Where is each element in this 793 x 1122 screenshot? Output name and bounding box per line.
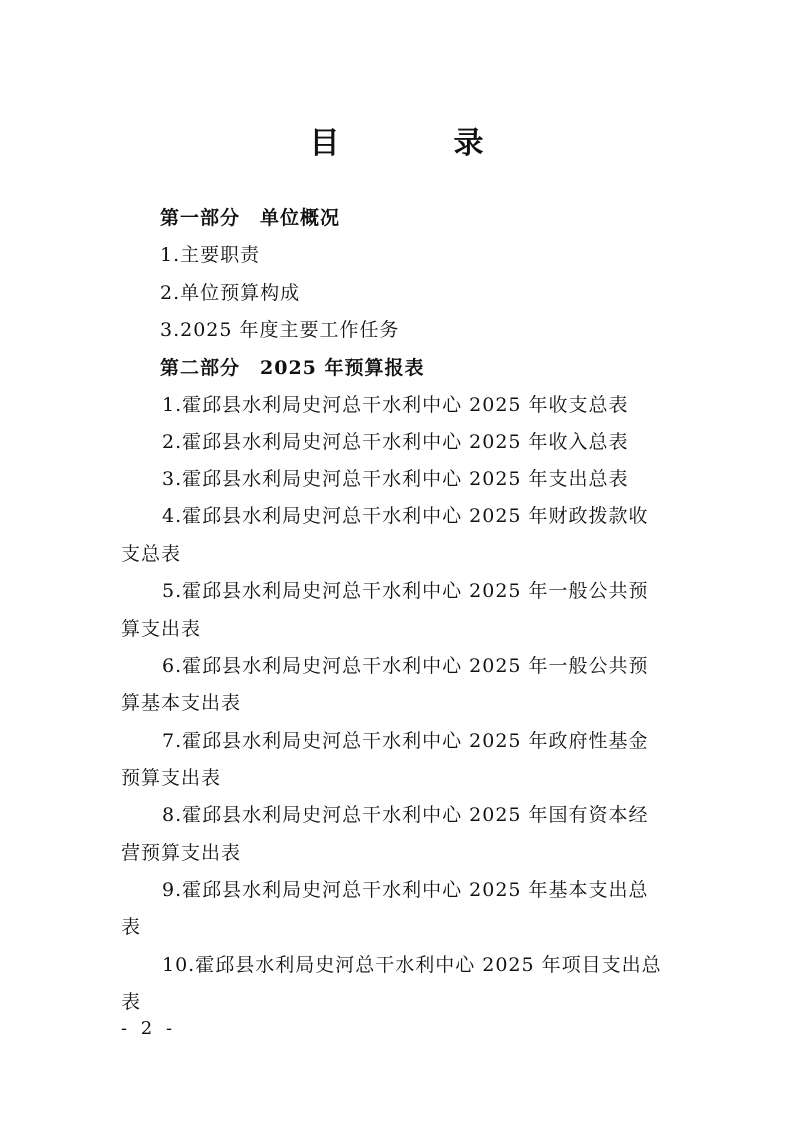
part1-item-1: 1.主要职责: [160, 244, 261, 266]
part2-item-5: 5.霍邱县水利局史河总干水利中心 2025 年一般公共预: [162, 580, 649, 602]
part2-item-6: 6.霍邱县水利局史河总干水利中心 2025 年一般公共预: [162, 655, 649, 677]
part2-item-8: 8.霍邱县水利局史河总干水利中心 2025 年国有资本经: [162, 804, 649, 826]
page-title: 目 录: [309, 126, 526, 161]
part2-item-4: 4.霍邱县水利局史河总干水利中心 2025 年财政拨款收: [162, 505, 649, 527]
part2-item-2: 2.霍邱县水利局史河总干水利中心 2025 年收入总表: [162, 431, 629, 453]
part2-item-10: 10.霍邱县水利局史河总干水利中心 2025 年项目支出总: [162, 954, 662, 976]
part2-item-10-cont: 表: [121, 991, 142, 1013]
part2-item-7: 7.霍邱县水利局史河总干水利中心 2025 年政府性基金: [162, 730, 649, 752]
part1-item-2: 2.单位预算构成: [160, 282, 301, 304]
part2-item-6-cont: 算基本支出表: [121, 692, 242, 714]
part1-heading: 第一部分 单位概况: [160, 207, 341, 229]
page-number: - 2 -: [121, 1018, 177, 1039]
part2-item-9: 9.霍邱县水利局史河总干水利中心 2025 年基本支出总: [162, 879, 649, 901]
part2-item-5-cont: 算支出表: [121, 618, 202, 640]
part2-item-9-cont: 表: [121, 916, 142, 938]
part2-heading: 第二部分 2025 年预算报表: [160, 357, 425, 379]
part2-item-4-cont: 支总表: [121, 543, 182, 565]
part1-item-3: 3.2025 年度主要工作任务: [160, 319, 400, 341]
part2-item-8-cont: 营预算支出表: [121, 842, 242, 864]
part2-item-1: 1.霍邱县水利局史河总干水利中心 2025 年收支总表: [162, 394, 629, 416]
part2-item-3: 3.霍邱县水利局史河总干水利中心 2025 年支出总表: [162, 468, 629, 490]
part2-item-7-cont: 预算支出表: [121, 767, 222, 789]
